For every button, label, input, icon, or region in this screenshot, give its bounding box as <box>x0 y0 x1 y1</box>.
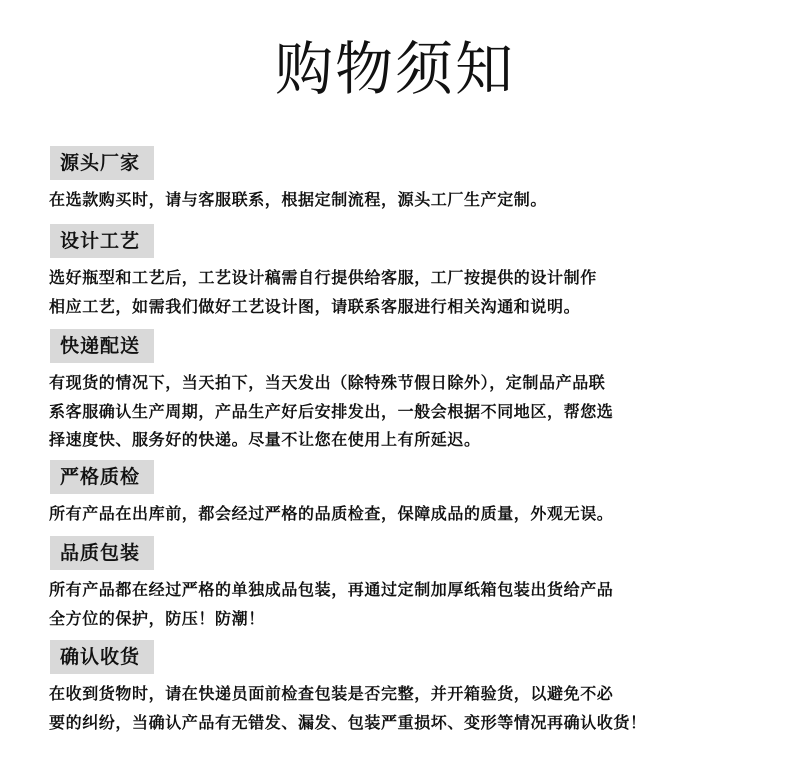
body-line: 所有产品都在经过严格的单独成品包装，再通过定制加厚纸箱包装出货给产品 <box>49 580 614 599</box>
page-title: 购物须知 <box>274 35 515 103</box>
section-heading: 设计工艺 <box>50 224 154 258</box>
section-body <box>49 186 759 215</box>
body-line: 择速度快、服务好的快递。尽量不让您在使用上有所延迟。 <box>49 430 481 449</box>
section-body <box>49 264 759 321</box>
body-line: 所有产品在出库前，都会经过严格的品质检查，保障成品的质量，外观无误。 <box>49 504 614 523</box>
body-line: 相应工艺，如需我们做好工艺设计图，请联系客服进行相关沟通和说明。 <box>49 296 581 316</box>
section-heading: 快递配送 <box>50 329 154 363</box>
body-line: 系客服确认生产周期，产品生产好后安排发出，一般会根据不同地区，帮您选 <box>49 401 614 421</box>
section-body <box>49 576 759 633</box>
section-heading: 品质包装 <box>50 536 154 570</box>
body-line: 选好瓶型和工艺后，工艺设计稿需自行提供给客服，工厂按提供的设计制作 <box>49 268 597 287</box>
body-line: 在选款购买时，请与客服联系，根据定制流程，源头工厂生产定制。 <box>49 190 548 209</box>
body-line: 全方位的保护，防压！防潮！ <box>49 608 265 628</box>
body-line: 有现货的情况下，当天拍下，当天发出（除特殊节假日除外），定制品产品联 <box>49 373 606 392</box>
body-line: 要的纠纷，当确认产品有无错发、漏发、包装严重损坏、变形等情况再确认收货！ <box>49 712 647 732</box>
section-heading: 严格质检 <box>50 460 154 494</box>
section-body <box>49 369 759 455</box>
section-heading: 确认收货 <box>50 640 154 674</box>
section-body <box>49 680 759 737</box>
body-line: 在收到货物时，请在快递员面前检查包装是否完整，并开箱验货，以避免不必 <box>49 684 614 703</box>
section-heading: 源头厂家 <box>50 146 154 180</box>
section-body <box>49 500 759 529</box>
